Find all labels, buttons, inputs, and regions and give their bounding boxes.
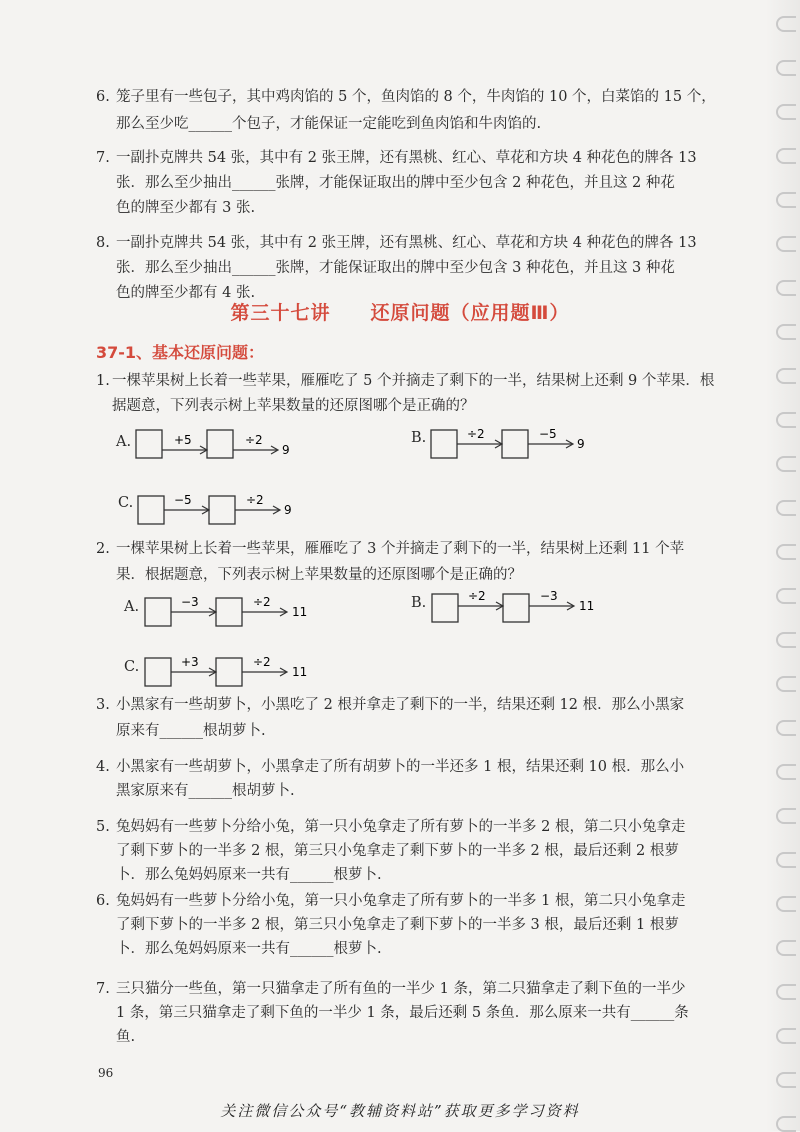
lecture-number: 第三十七讲 [230, 302, 331, 324]
question-number: 1. [96, 373, 110, 389]
question-text: 张．那么至少抽出______张牌，才能保证取出的牌中至少包含 3 种花色，并且这 3 种花 [116, 260, 675, 276]
question-text: 鱼. [116, 1029, 136, 1045]
option-label: B. [411, 595, 427, 611]
result-value: 9 [284, 503, 292, 517]
binding-ring [776, 544, 796, 560]
question-number: 6. [96, 89, 110, 105]
question-text: 兔妈妈有一些萝卜分给小兔，第一只小兔拿走了所有萝卜的一半多 2 根，第二只小兔拿走 [116, 819, 686, 835]
question-text: 色的牌至少都有 4 张. [116, 285, 256, 301]
question-text: 三只猫分一些鱼，第一只猫拿走了所有鱼的一半少 1 条，第二只猫拿走了剩下鱼的一半少 [116, 981, 686, 997]
empty-box [145, 658, 171, 686]
empty-box [432, 594, 458, 622]
question-text: 一棵苹果树上长着一些苹果，雁雁吃了 5 个并摘走了剩下的一半，结果树上还剩 9 个苹果．根 [112, 373, 715, 389]
binding-ring [776, 984, 796, 1000]
binding-ring [776, 632, 796, 648]
empty-box [216, 598, 242, 626]
binding-ring [776, 896, 796, 912]
result-value: 9 [577, 437, 585, 451]
empty-box [209, 496, 235, 524]
empty-box [138, 496, 164, 524]
question-text: 了剩下萝卜的一半多 2 根，第三只小兔拿走了剩下萝卜的一半多 3 根，最后还剩 1 根萝 [116, 917, 679, 933]
lecture-title [0, 298, 800, 325]
option-label: C. [118, 495, 134, 511]
question-number: 3. [96, 697, 110, 713]
binding-ring [776, 1028, 796, 1044]
question-number: 7. [96, 981, 110, 997]
page-number: 96 [98, 1066, 114, 1080]
question-text: 卜．那么兔妈妈原来一共有______根萝卜. [116, 867, 382, 883]
question-text: 一副扑克牌共 54 张，其中有 2 张王牌，还有黑桃、红心、草花和方块 4 种花色的牌各 13 [116, 235, 697, 251]
question-text: 了剩下萝卜的一半多 2 根，第三只小兔拿走了剩下萝卜的一半多 2 根，最后还剩 2 根萝 [116, 843, 679, 859]
empty-box [136, 430, 162, 458]
question-number: 8. [96, 235, 110, 251]
empty-box [207, 430, 233, 458]
question-text: 原来有______根胡萝卜. [116, 723, 266, 739]
question-number: 7. [96, 150, 110, 166]
result-value: 11 [579, 599, 595, 613]
reverse-diagram [136, 488, 306, 530]
binding-ring [776, 16, 796, 32]
question-text: 小黑家有一些胡萝卜，小黑拿走了所有胡萝卜的一半还多 1 根，结果还剩 10 根．那么小 [116, 759, 685, 775]
empty-box [145, 598, 171, 626]
binding-ring [776, 808, 796, 824]
result-value: 11 [292, 665, 308, 679]
binding-ring [776, 192, 796, 208]
binding-ring [776, 280, 796, 296]
question-text: 张．那么至少抽出______张牌，才能保证取出的牌中至少包含 2 种花色，并且这 2 种花 [116, 175, 675, 191]
question-text: 笼子里有一些包子，其中鸡肉馅的 5 个，鱼肉馅的 8 个，牛肉馅的 10 个，白菜馅的 15 个， [116, 89, 716, 105]
option-label: A. [116, 434, 132, 450]
question-text: 1 条，第三只猫拿走了剩下鱼的一半少 1 条，最后还剩 5 条鱼．那么原来一共有______条 [116, 1005, 689, 1021]
binding-ring [776, 324, 796, 340]
question-number: 4. [96, 759, 110, 775]
operation-label: −3 [181, 595, 199, 609]
question-number: 5. [96, 819, 110, 835]
question-text: 卜．那么兔妈妈原来一共有______根萝卜. [116, 941, 382, 957]
binding-ring [776, 148, 796, 164]
question-number: 6. [96, 893, 110, 909]
operation-label: ÷2 [467, 427, 485, 441]
operation-label: −5 [174, 493, 192, 507]
binding-ring [776, 940, 796, 956]
empty-box [431, 430, 457, 458]
operation-label: ÷2 [468, 589, 486, 603]
option-label: B. [411, 430, 427, 446]
operation-label: ÷2 [246, 493, 264, 507]
option-label: C. [124, 659, 140, 675]
binding-ring [776, 676, 796, 692]
binding-ring [776, 456, 796, 472]
operation-label: ÷2 [245, 433, 263, 447]
reverse-diagram [143, 652, 323, 694]
question-text: 色的牌至少都有 3 张. [116, 200, 256, 216]
reverse-diagram [143, 592, 323, 634]
binding-ring [776, 500, 796, 516]
result-value: 9 [282, 443, 290, 457]
binding-ring [776, 764, 796, 780]
operation-label: +3 [181, 655, 199, 669]
empty-box [216, 658, 242, 686]
reverse-diagram [134, 426, 304, 466]
reverse-diagram [429, 424, 609, 464]
footer-note: 关注微信公众号“教辅资料站”获取更多学习资料 [220, 1102, 580, 1120]
binding-ring [776, 412, 796, 428]
reverse-diagram [430, 588, 610, 630]
binding-ring [776, 60, 796, 76]
operation-label: ÷2 [253, 655, 271, 669]
operation-label: ÷2 [253, 595, 271, 609]
binding-ring [776, 720, 796, 736]
operation-label: −3 [540, 589, 558, 603]
spiral-binding [766, 0, 800, 1131]
question-text: 果．根据题意，下列表示树上苹果数量的还原图哪个是正确的？ [116, 567, 522, 583]
question-text: 兔妈妈有一些萝卜分给小兔，第一只小兔拿走了所有萝卜的一半多 1 根，第二只小兔拿走 [116, 893, 686, 909]
question-text: 据题意，下列表示树上苹果数量的还原图哪个是正确的？ [112, 398, 475, 414]
question-number: 2. [96, 541, 110, 557]
binding-ring [776, 368, 796, 384]
operation-label: +5 [174, 433, 192, 447]
operation-label: −5 [539, 427, 557, 441]
lecture-topic: 还原问题（应用题Ⅲ） [370, 302, 570, 324]
question-text: 黑家原来有______根胡萝卜. [116, 783, 295, 799]
binding-ring [776, 588, 796, 604]
question-text: 那么至少吃______个包子，才能保证一定能吃到鱼肉馅和牛肉馅的. [116, 116, 542, 132]
option-label: A. [124, 599, 140, 615]
question-text: 一棵苹果树上长着一些苹果，雁雁吃了 3 个并摘走了剩下的一半，结果树上还剩 11 个苹 [116, 541, 685, 557]
question-text: 小黑家有一些胡萝卜，小黑吃了 2 根并拿走了剩下的一半，结果还剩 12 根．那么小黑家 [116, 697, 685, 713]
binding-ring [776, 1072, 796, 1088]
binding-ring [776, 104, 796, 120]
binding-ring [776, 852, 796, 868]
empty-box [502, 430, 528, 458]
binding-ring [776, 236, 796, 252]
question-text: 一副扑克牌共 54 张，其中有 2 张王牌，还有黑桃、红心、草花和方块 4 种花色的牌各 13 [116, 150, 697, 166]
section-heading: 37-1、基本还原问题： [96, 343, 265, 362]
result-value: 11 [292, 605, 308, 619]
empty-box [503, 594, 529, 622]
